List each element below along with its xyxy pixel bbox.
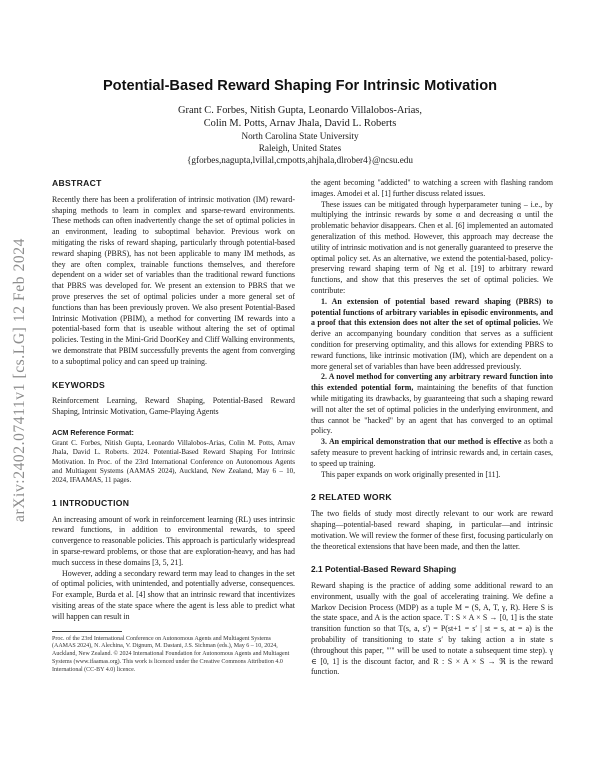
abstract-heading: ABSTRACT [52, 178, 102, 188]
footnote-rule [52, 631, 122, 632]
footnote-text: Proc. of the 23rd International Conference on Autonomous Agents and Multiagent Systems (AAMAS 2024), N. Alechina, V. Dignum, M. Dastani, J.S. Sichman (eds.), May 6 – 10, 2024, Auckland, New Zealand. © 2024 International Foundation for Autonomous Agents and Multiagent Systems (www.ifaamas.org). This work is licenced under the Creative Commons Attribution 4.0 International (CC-BY 4.0) licence. [52, 635, 290, 673]
related-work-heading: 2 RELATED WORK [311, 492, 392, 503]
arxiv-id: arXiv:2402.07411v1 [cs.LG] 12 Feb 2024 [11, 238, 28, 522]
author-emails[interactable]: {gforbes,nagupta,lvillal,cmpotts,ahjhala,dlrober4}@ncsu.edu [187, 155, 413, 165]
introduction-paragraph-1: An increasing amount of work in reinforcement learning (RL) uses intrinsic reward functions, in addition to environmental rewards, to speed convergence to reasonable policies. This approach is particularly widespread in sparse-reward problems, or those that are exploration-heavy, and has had much success in these domains [3, 5, 21]. [52, 514, 295, 567]
arxiv-stamp [0, 190, 40, 570]
contribution-3-text: as both a safety measure to prevent hacking of intrinsic rewards and, in certain cases, to speed up training. [311, 437, 553, 468]
abstract-text: Recently there has been a proliferation of intrinsic motivation (IM) reward-shaping methods to learn in complex and sparse-reward environments. These methods can often inadvertently change the set of optimal policies in an environment, leading to suboptimal behavior. Previous work on mitigating the risks of reward shaping, particularly through potential-based reward shaping (PBRS), has not been applicable to many IM methods, as they are often complex, trainable functions themselves, and therefore dependent on a wider set of variables than the traditional reward functions that PBRS was developed for. We present an extension to PBRS that we prove preserves the set of optimal policies under a more general set of functions than has been previously proven. We also present Potential-Based Intrinsic Motivation (PBIM), a method for converting IM rewards into a potential-based form that is useable without altering the set of optimal policies. Testing in the Mini-Grid DoorKey and Cliff Walking environments, we demonstrate that PBIM successfully prevents the agent from converging to a suboptimal policy and can speed up training. [52, 194, 295, 366]
contribution-2-text: maintaining the benefits of that function while mitigating its drawbacks, by guaranteeing that such a shaping reward will not alter the set of optimal policies in the underlying environment, and thus cannot be "hacked" by an agent that has converged to an optimal policy. [311, 383, 553, 436]
location: Raleigh, United States [258, 143, 342, 153]
acm-reference-text: Grant C. Forbes, Nitish Gupta, Leonardo Villalobos-Arias, Colin M. Potts, Arnav Jhala, David L. Roberts. 2024. Potential-Based Reward Shaping For Intrinsic Motivation. In Proc. of the 23rd International Conference on Autonomous Agents and Multiagent Systems (AAMAS 2024), Auckland, New Zealand, May 6 – 10, 2024, IFAAMAS, 11 pages. [52, 438, 295, 485]
keywords-text: Reinforcement Learning, Reward Shaping, Potential-Based Reward Shaping, Intrinsic Motivation, Game-Playing Agents [52, 396, 295, 417]
contribution-1-bold: 1. An extension of potential based reward shaping (PBRS) to potential functions of arbitrary variables in episodic environments, and a proof that this extension does not alter the set of optimal policies. [311, 296, 553, 328]
reward-shaping-heading: 2.1 Potential-Based Reward Shaping [311, 564, 457, 575]
introduction-heading: 1 INTRODUCTION [52, 497, 130, 508]
related-work-text: The two fields of study most directly relevant to our work are reward shaping—potential-based reward shaping, in particular—and intrinsic motivation. We will review the former of these first, focusing particularly on the theoretical extensions that have been made, and then the latter. [311, 509, 553, 551]
right-column [311, 178, 553, 678]
left-column [52, 178, 295, 675]
mitigation-paragraph: These issues can be mitigated through hyperparameter tuning – i.e., by multiplying the intrinsic rewards by some α and decreasing α until the problematic behavior disappears. Chen et al. [6] implemented an automated generalization of this method. However, this approach may decrease the utility of intrinsic motivation and is not generally guaranteed to preserve the optimal policy set. As an alternative, we extend the potential-based, policy-preserving reward shaping term of Ng et al. [19] to arbitrary reward functions, and show that this preserves the set of optimal policies. We contribute: [311, 199, 553, 295]
contribution-3 [311, 437, 553, 469]
keywords-heading: KEYWORDS [52, 379, 106, 390]
contribution-3-bold: 3. An empirical demonstration that our method is effective [321, 437, 522, 447]
intro-continued-paragraph: the agent becoming "addicted" to watching a screen with flashing random images. Amodei et al. [1] further discuss related issues. [311, 178, 553, 198]
contribution-2 [311, 372, 553, 437]
paper-title: Potential-Based Reward Shaping For Intrinsic Motivation [102, 78, 498, 94]
reward-shaping-text: Reward shaping is the practice of adding some additional reward to an environment, usually with the goal of accelerating training. We define a Markov Decision Process (MDP) as a tuple M = (S, A, T, γ, R). Here S is the state space, and A is the action space. T : S × A × S → [0, 1] is the state transition function so that T(s, a, s′) = P(st+1 = s′ | st = s, at = a) is the probability of transitioning to state s′ by taking action a in state s (throughout this paper, "′" will be used to notate a subsequent time step). γ ∈ [0, 1] is the discount factor, and R : S × A × S → ℜ is the reward function. [311, 581, 553, 677]
author-names-line-1: Grant C. Forbes, Nitish Gupta, Leonardo Villalobos-Arias, [178, 105, 422, 116]
contribution-1-text: We derive an accompanying boundary condition that serves as a sufficient condition for preserving optimality, and this allows for extending PBRS to reward functions, like intrinsic motivation (IM), which are dependent on a more general set of variables than have been addressed previously. [311, 318, 553, 371]
contribution-2-bold: 2. A novel method for converting any arbitrary reward function into this extended potential form, [311, 372, 553, 393]
acm-reference-heading: ACM Reference Format: [52, 427, 134, 437]
author-block [50, 104, 550, 166]
contribution-1 [311, 297, 553, 373]
expansion-note: This paper expands on work originally presented in [11]. [321, 469, 501, 479]
introduction-paragraph-2: However, adding a secondary reward term may lead to changes in the set of optimal policies, with unintended, and potentially adverse, consequences. For example, Burda et al. [4] show that an intrinsic reward that incentivizes visiting areas of the state space where the agent is less able to predict what will happen can result in [52, 568, 295, 621]
footnote [52, 636, 295, 675]
affiliation: North Carolina State University [241, 131, 359, 141]
author-names-line-2: Colin M. Potts, Arnav Jhala, David L. Roberts [203, 118, 397, 129]
